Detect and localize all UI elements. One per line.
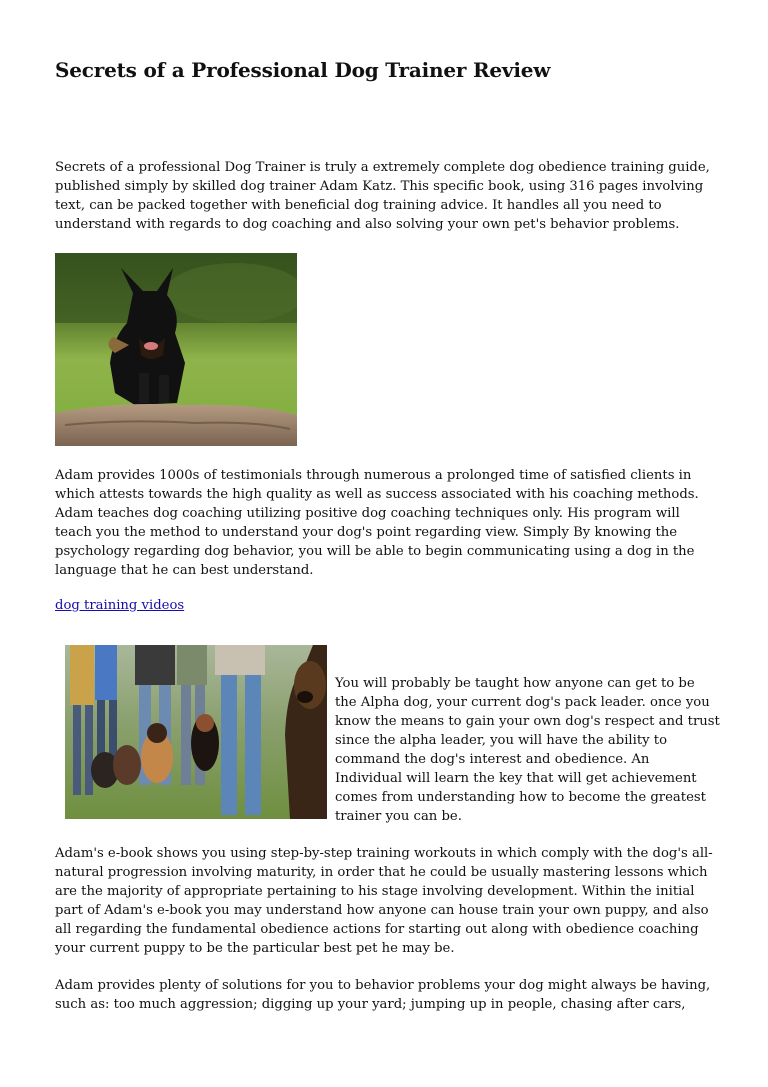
paragraph-behavior-problems: Adam provides plenty of solutions for you to behavior problems your dog might always be having, such as: too much aggression; digging up your yard; jumping up in people, chasing after cars, (55, 978, 711, 1012)
page-title: Secrets of a Professional Dog Trainer Review (55, 58, 551, 82)
german-shepherd-photo (55, 253, 297, 446)
dog-training-videos-link[interactable]: dog training videos (55, 598, 185, 613)
paragraph-testimonials: Adam provides 1000s of testimonials through numerous a prolonged time of satisfied clients in which attests towards the high quality as well as success associated with his coaching methods. Adam teaches dog coaching utilizing positive dog coaching techniques only. His program will teach you the method to understand your dog's point regarding view. Simply By knowing the psychology regarding dog behavior, you will be able to begin communicating using a dog in the language that he can best understand. (55, 468, 699, 578)
paragraph-ebook: Adam's e-book shows you using step-by-step training workouts in which comply with the dog's all-natural progression involving maturity, in order that he could be usually mastering lessons which are the majority of appropriate pertaining to his stage involving development. Within the initial part of Adam's e-book you may understand how anyone can house train your own puppy, and also all regarding the fundamental obedience actions for starting out along with obedience coaching your current puppy to be the particular best pet he may be. (55, 846, 713, 956)
dog-class-photo (65, 645, 327, 819)
paragraph-intro: Secrets of a professional Dog Trainer is truly a extremely complete dog obedience training guide, published simply by skilled dog trainer Adam Katz. This specific book, using 316 pages involving text, can be packed together with beneficial dog training advice. It handles all you need to understand with regards to dog coaching and also solving your own pet's behavior problems. (55, 160, 710, 232)
paragraph-alpha-dog: You will probably be taught how anyone can get to be the Alpha dog, your current dog's pack leader. once you know the means to gain your own dog's respect and trust since the alpha leader, you will have the ability to command the dog's interest and obedience. An Individual will learn the key that will get achievement comes from understanding how to become the greatest trainer you can be. (335, 676, 720, 824)
